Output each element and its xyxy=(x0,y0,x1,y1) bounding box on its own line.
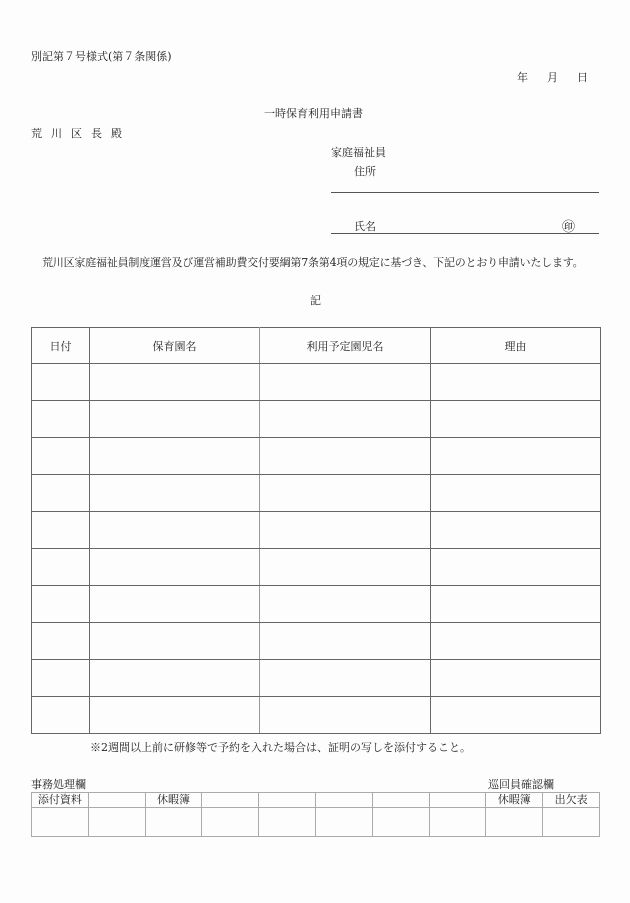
cell-date[interactable] xyxy=(32,697,90,734)
cell-nursery[interactable] xyxy=(90,586,260,623)
table-row xyxy=(32,586,601,623)
office-cell xyxy=(202,793,259,808)
cell-nursery[interactable] xyxy=(90,364,260,401)
office-entry-row xyxy=(32,808,600,837)
office-use-table xyxy=(31,792,600,837)
application-table xyxy=(31,327,601,734)
cell-reason[interactable] xyxy=(431,623,601,660)
patrol-entry-cell[interactable] xyxy=(486,808,543,837)
cell-reason[interactable] xyxy=(431,401,601,438)
office-entry-cell[interactable] xyxy=(145,808,202,837)
cell-nursery[interactable] xyxy=(90,475,260,512)
cell-child[interactable] xyxy=(260,512,431,549)
cell-date[interactable] xyxy=(32,549,90,586)
attachment-note: ※2週間以上前に研修等で予約を入れた場合は、証明の写しを添付すること。 xyxy=(90,741,471,754)
ki-heading: 記 xyxy=(310,294,321,307)
cell-date[interactable] xyxy=(32,364,90,401)
name-label: 氏名 xyxy=(354,220,376,233)
cell-child[interactable] xyxy=(260,623,431,660)
cell-child[interactable] xyxy=(260,697,431,734)
cell-child[interactable] xyxy=(260,549,431,586)
office-entry-cell[interactable] xyxy=(88,808,145,837)
cell-nursery[interactable] xyxy=(90,401,260,438)
office-header-row xyxy=(32,793,600,808)
document-title: 一時保育利用申請書 xyxy=(264,107,363,120)
office-entry-cell[interactable] xyxy=(32,808,89,837)
cell-nursery[interactable] xyxy=(90,512,260,549)
header-nursery-name: 保育園名 xyxy=(90,328,260,364)
table-row xyxy=(32,697,601,734)
cell-child[interactable] xyxy=(260,475,431,512)
table-row xyxy=(32,401,601,438)
cell-child[interactable] xyxy=(260,586,431,623)
office-cell xyxy=(372,793,429,808)
cell-child[interactable] xyxy=(260,438,431,475)
table-row xyxy=(32,512,601,549)
date-day-label: 日 xyxy=(577,71,588,84)
office-cell-leave-register: 休暇簿 xyxy=(145,793,202,808)
cell-nursery[interactable] xyxy=(90,623,260,660)
cell-date[interactable] xyxy=(32,660,90,697)
table-header-row xyxy=(32,328,601,364)
table-row xyxy=(32,475,601,512)
form-number: 別記第７号様式(第７条関係) xyxy=(31,50,172,63)
office-use-label: 事務処理欄 xyxy=(31,778,86,791)
office-cell xyxy=(429,793,486,808)
cell-nursery[interactable] xyxy=(90,697,260,734)
cell-child[interactable] xyxy=(260,364,431,401)
cell-reason[interactable] xyxy=(431,697,601,734)
header-date: 日付 xyxy=(32,328,90,364)
cell-reason[interactable] xyxy=(431,364,601,401)
cell-reason[interactable] xyxy=(431,512,601,549)
address-label: 住所 xyxy=(354,165,376,178)
body-text: 荒川区家庭福祉員制度運営及び運営補助費交付要綱第7条第4項の規定に基づき、下記のとおり申請いたします。 xyxy=(42,256,584,269)
cell-date[interactable] xyxy=(32,401,90,438)
office-cell xyxy=(259,793,316,808)
cell-date[interactable] xyxy=(32,512,90,549)
applicant-role-label: 家庭福祉員 xyxy=(331,146,386,159)
cell-reason[interactable] xyxy=(431,475,601,512)
cell-nursery[interactable] xyxy=(90,549,260,586)
cell-date[interactable] xyxy=(32,475,90,512)
addressee: 荒川区長殿 xyxy=(31,127,131,140)
office-entry-cell[interactable] xyxy=(429,808,486,837)
cell-date[interactable] xyxy=(32,623,90,660)
cell-reason[interactable] xyxy=(431,438,601,475)
office-cell-attachments: 添付資料 xyxy=(32,793,89,808)
address-field[interactable] xyxy=(331,192,599,193)
office-cell xyxy=(315,793,372,808)
table-row xyxy=(32,438,601,475)
name-field[interactable] xyxy=(331,233,599,234)
cell-nursery[interactable] xyxy=(90,438,260,475)
table-row xyxy=(32,623,601,660)
patrol-cell-attendance: 出欠表 xyxy=(543,793,600,808)
cell-child[interactable] xyxy=(260,660,431,697)
cell-nursery[interactable] xyxy=(90,660,260,697)
seal-icon: ㊞ xyxy=(562,220,576,235)
header-reason: 理由 xyxy=(431,328,601,364)
header-child-name: 利用予定園児名 xyxy=(260,328,431,364)
table-row xyxy=(32,364,601,401)
cell-date[interactable] xyxy=(32,438,90,475)
office-entry-cell[interactable] xyxy=(259,808,316,837)
date-year-label: 年 xyxy=(517,71,528,84)
office-entry-cell[interactable] xyxy=(372,808,429,837)
patrol-entry-cell[interactable] xyxy=(543,808,600,837)
cell-reason[interactable] xyxy=(431,549,601,586)
office-cell xyxy=(88,793,145,808)
patrol-cell-leave-register: 休暇簿 xyxy=(486,793,543,808)
cell-reason[interactable] xyxy=(431,660,601,697)
cell-date[interactable] xyxy=(32,586,90,623)
date-line xyxy=(517,69,588,85)
cell-reason[interactable] xyxy=(431,586,601,623)
patrol-check-label: 巡回員確認欄 xyxy=(488,778,554,791)
table-row xyxy=(32,549,601,586)
table-row xyxy=(32,660,601,697)
date-month-label: 月 xyxy=(547,71,558,84)
office-entry-cell[interactable] xyxy=(202,808,259,837)
cell-child[interactable] xyxy=(260,401,431,438)
office-entry-cell[interactable] xyxy=(315,808,372,837)
